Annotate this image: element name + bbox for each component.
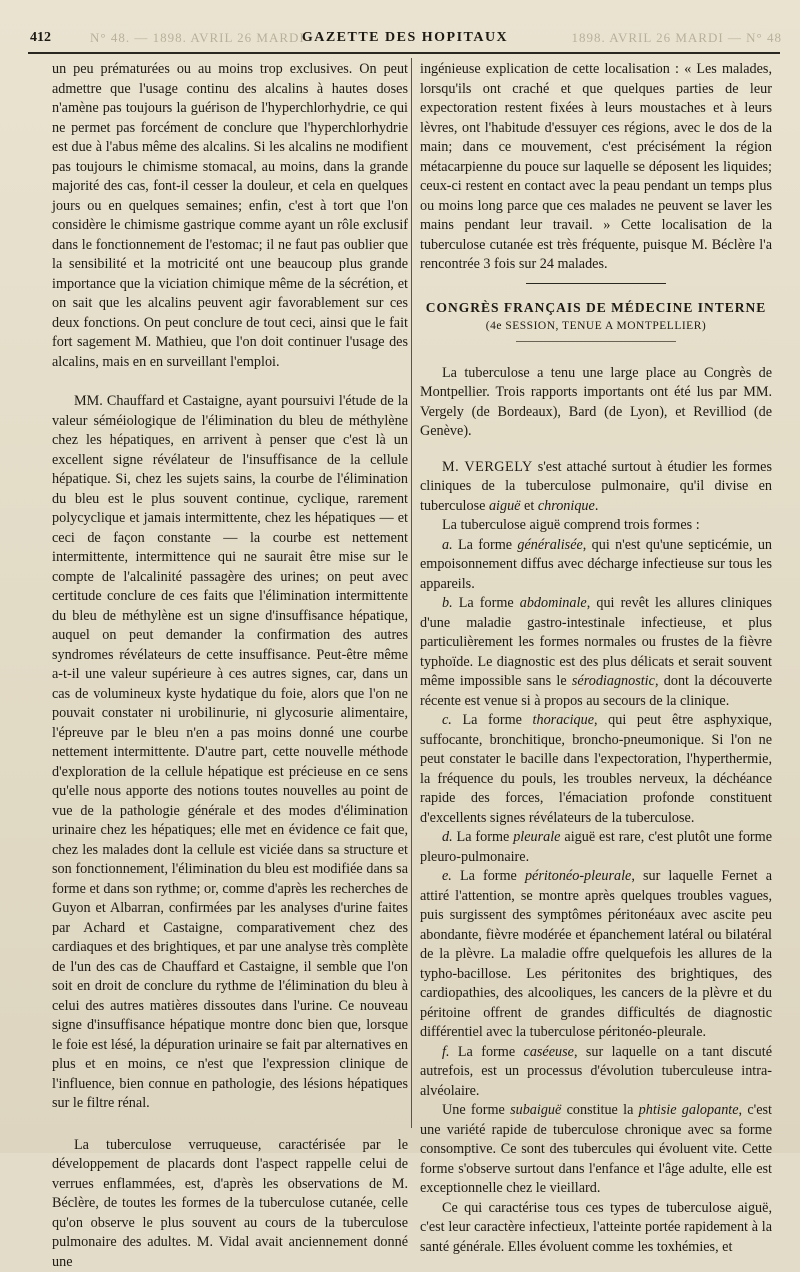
left-column [52, 60, 408, 1272]
section-separator [526, 283, 666, 284]
list-item-c: c. La forme thoracique, qui peut être asphyxique, suffocante, bronchitique, broncho-pneumonique. Si l'on ne peut constater le bacille dans l'expectoration, l'hyperthermie, la fréquence du pouls, les troubles nerveux, la déchéance rapide des forces, l'émaciation profonde constituent d'excellents signes révélateurs de la tuberculose. [420, 711, 772, 828]
section-subtitle: (4e SESSION, TENUE A MONTPELLIER) [420, 317, 772, 337]
journal-title: GAZETTE DES HOPITAUX [28, 30, 782, 46]
paragraph-vergely: M. VERGELY s'est attaché surtout à étudier les formes cliniques de la tuberculose pulmonaire, qu'il divise en tuberculose aiguë et chronique. [420, 458, 772, 517]
paragraph-verrucous-tuberculosis: La tuberculose verruqueuse, caractérisée par le développement de placards dont l'aspect rappelle celui de verrues enflammées, est, d'après les observations de M. Béclère, de toutes les formes de la tuberculose cutanée, celle qu'on observe le plus souvent au cours de la tuberculose pulmonaire des adultes. M. Vidal avait anciennement donné une [52, 1136, 408, 1272]
bleed-through-text-right: 1898. AVRIL 26 MARDI — N° 48 [571, 30, 782, 46]
column-divider [411, 58, 412, 1128]
paragraph-three-forms: La tuberculose aiguë comprend trois formes : [420, 516, 772, 536]
page-header [28, 28, 782, 52]
list-item-e: e. La forme péritonéo-pleurale, sur laquelle Fernet a attiré l'attention, se montre après quelques troubles vagues, puis surgissent des symptômes péritonéaux avec ascite peu abondante, fièvre modérée et épanchement latéral ou bilatéral de la plèvre. La maladie offre quelquefois les allures de la typho-bacillose. Les péritonites des brightiques, des cardiopathies, des alcooliques, les cancers de la plèvre et du péritoine offrent de grandes difficultés de diagnostic différentiel avec la tuberculose péritonéo-pleurale. [420, 867, 772, 1043]
paragraph-localisation: ingénieuse explication de cette localisation : « Les malades, lorsqu'ils ont craché et que quelques parties de leur expectoration restent fixées à leurs moustaches et à leurs lèvres, ont l'habitude d'essuyer ces régions, avec le dos de la main; dans ce mouvement, c'est précisément la région métacarpienne du pouce sur laquelle se déposent les liquides; ceux-ci restent en contact avec la peau pendant un temps plus ou moins long parce que ces malades ne peuvent se laver les mains pendant leur travail. » Cette localisation de la tuberculose cutanée est très fréquente, puisque M. Béclère l'a rencontrée 3 fois sur 24 malades. [420, 60, 772, 275]
paragraph-methylene-blue: MM. Chauffard et Castaigne, ayant poursuivi l'étude de la valeur séméiologique de l'élimination du bleu de méthylène chez les hépatiques, en arrivent à penser que c'est là un excellent signe révélateur de l'insuffisance de la cellule hépatique. Si, chez les sujets sains, la courbe de l'élimination du bleu est le plus souvent continue, cyclique, rarement polycyclique et jamais intermittente, chez les hépatiques — et ceci de façon constante — la courbe est nettement intermittente, intermittence qui ne saurait être mise sur le compte de l'alcalinité passagère des urines; on peut avec certitude conclure de ces faits que l'élimination intermittente du bleu de méthylène est un signe d'insuffisance hépatique, auquel on peut demander la confirmation des autres syndromes révélateurs de cette insuffisance. Peut-être même a-t-il une valeur supérieure à ces autres signes, car, dans un cas de volumineux kyste hydatique du foie, alors que l'on ne pouvait constater ni urobilinurie, ni glycosurie alimentaire, l'épreuve par le bleu n'en a pas moins donné une courbe nettement intermittente. D'autre part, cette nouvelle méthode d'exploration de la cellule hépatique est précieuse en ce sens qu'elle nous apporte des notions toutes nouvelles au point de vue de la pathologie générale et des modes d'élimination urinaire chez les hépatiques; elle met en évidence ce fait que, chez les malades dont la cellule est viciée dans sa structure et son fonctionnement, l'élimination du bleu est modifiée dans sa forme et dans son rythme; or, comme d'après les recherches de Guyon et Albarran, confirmées par les analyses d'urine faites par Achard et Castaigne, comparativement chez des cardiaques et des brightiques, et par une analyse très complète de l'un des cas de Chauffard et Castaigne, il semble que l'on soit en droit de conclure du rythme de l'élimination du bleu à celui des autres matières dissoutes dans l'urine. Ce nouveau signe d'insuffisance hépatique montre donc bien que, lorsque le foie est lésé, la dépuration urinaire se fait par alternatives en plus et en moins, ce n'est que l'expression clinique de l'influence, bien connue en pathologie, des lésions hépatiques sur le filtre rénal. [52, 392, 408, 1114]
page-number: 412 [30, 30, 51, 46]
subtitle-rule [516, 341, 676, 342]
paragraph-acute-types: Ce qui caractérise tous ces types de tuberculose aiguë, c'est leur caractère infectieux, l'atteinte portée rapidement à la santé générale. Elles évoluent comme les toxhémies, et [420, 1199, 772, 1258]
paragraph-alkalins: un peu prématurées ou au moins trop exclusives. On peut admettre que l'usage continu des alcalins à hautes doses n'amène pas toujours la guérison de l'hyperchlorhydrie, ce qui ne permet pas forcément de conclure que l'hyperchlorhydrie est due à l'abus même des alcalins. Si les alcalins ne modifient pas toujours le chimisme stomacal, au moins, dans la grande majorité des cas, font-il cesser la douleur, et cela en quelques jours ou en quelques semaines; enfin, c'est à tort que l'on considère le chimisme gastrique comme ayant un rôle exclusif dans le fonctionnement de l'estomac; il ne faut pas oublier que la sensibilité et la motricité ont une beaucoup plus grande importance que la viciation chimique même de la sécrétion, et on sait que les alcalins peuvent agir favorablement sur ces deux fonctions. On peut conclure de tout ceci, ainsi que le fait fort sagement M. Mathieu, que l'on doit continuer l'usage des alcalins, mais en en surveillant l'emploi. [52, 60, 408, 372]
header-rule [28, 52, 780, 54]
section-title: CONGRÈS FRANÇAIS DE MÉDECINE INTERNE [420, 298, 772, 318]
bleed-through-text-left: N° 48. — 1898. AVRIL 26 MARDI [90, 30, 305, 46]
paragraph-subacute: Une forme subaiguë constitue la phtisie galopante, c'est une variété rapide de tuberculose chronique avec sa forme consomptive. Ce sont des tubercules qui évoluent vite. Cette forme s'observe surtout dans l'enfance et l'âge adulte, elle est exceptionnelle chez le vieillard. [420, 1101, 772, 1199]
list-item-d: d. La forme pleurale aiguë est rare, c'est plutôt une forme pleuro-pulmonaire. [420, 828, 772, 867]
list-item-b: b. La forme abdominale, qui revêt les allures cliniques d'une maladie gastro-intestinale infectieuse, et plus particulièrement les formes normales ou frustes de la fièvre typhoïde. Le diagnostic est des plus délicats et serait souvent même impossible sans le sérodiagnostic, dont la découverte récente est venue si à propos au secours de la clinique. [420, 594, 772, 711]
speaker-name: M. VERGELY [442, 459, 533, 475]
paragraph-congress-intro: La tuberculose a tenu une large place au Congrès de Montpellier. Trois rapports importants ont été lus par MM. Vergely (de Bordeaux), Bard (de Lyon), et Revilliod (de Genève). [420, 364, 772, 442]
right-column [420, 60, 772, 1257]
list-item-f: f. La forme caséeuse, sur laquelle on a tant discuté autrefois, est un processus d'évolution tuberculeuse intra-alvéolaire. [420, 1043, 772, 1102]
list-item-a: a. La forme généralisée, qui n'est qu'une septicémie, un empoisonnement diffus avec décharge infectieuse sur tous les appareils. [420, 536, 772, 595]
